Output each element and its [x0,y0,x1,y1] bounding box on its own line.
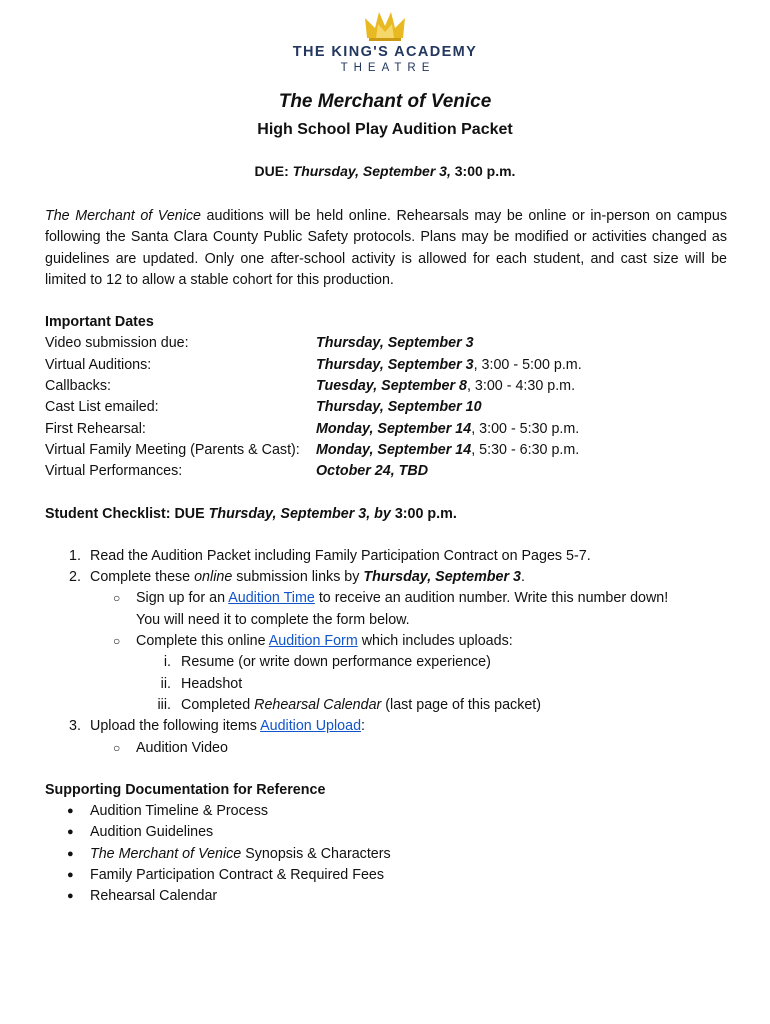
audition-form-link[interactable]: Audition Form [268,633,358,650]
intro-paragraph: The Merchant of Venice auditions will be held online. Rehearsals may be online or in-person on campus following the Santa Clara County Public Safety protocols. Plans may be modified or activities changed as guidelines are updated. Only one after-school activity is allowed for each student, and cast size will be limited to 12 to allow a stable cohort for this production. [45,208,727,288]
roman-list-item: i. Resume (or write down performance experience) [163,654,491,671]
support-heading: Supporting Documentation for Reference [45,781,326,798]
list-item: ● Rehearsal Calendar [45,886,727,907]
logo-name: THE KING'S ACADEMY [292,44,478,60]
list-item: 1. Read the Audition Packet including Family Participation Contract on Pages 5-7. [69,547,591,564]
roman-list-item: ii. Headshot [160,675,243,692]
date-row: Virtual Performances: October 24, TBD [45,463,429,480]
circle-bullet-icon: ○ [113,634,121,649]
checklist [45,546,727,759]
logo-subtitle: THEATRE [340,62,436,74]
checklist-heading: Student Checklist: DUE Thursday, September 3, by 3:00 p.m. [45,505,457,522]
list-item: ● Family Participation Contract & Required Fees [45,865,727,886]
sub-list-continuation: You will need it to complete the form below. [136,611,410,628]
circle-bullet-icon: ○ [113,591,121,606]
bullet-icon: ● [67,847,74,860]
bullet-icon: ● [67,890,74,903]
roman-list-item: iii. Completed Rehearsal Calendar (last page of this packet) [157,696,542,713]
bullet-icon: ● [67,805,74,818]
date-row: Video submission due: Thursday, September 3 [45,335,474,352]
list-item: ● The Merchant of Venice Synopsis & Characters [45,844,727,865]
list-item: ● Audition Timeline & Process [45,801,727,822]
bullet-icon: ● [67,869,74,882]
crown-icon [363,8,407,42]
date-row: Virtual Family Meeting (Parents & Cast): Monday, September 14, 5:30 - 6:30 p.m. [45,441,580,458]
important-dates-heading: Important Dates [45,314,154,331]
circle-bullet-icon: ○ [113,740,121,755]
page-title: The Merchant of Venice [278,91,492,112]
sub-list-item: ○ Audition Video [45,738,727,759]
support-list [45,801,727,907]
date-row: Cast List emailed: Thursday, September 10 [45,399,482,416]
sub-list-item: ○ Complete this online Audition Form which includes uploads: [45,631,727,652]
list-item: 3. Upload the following items Audition Upload: [69,718,366,735]
sub-list-item: ○ Sign up for an Audition Time to receive an audition number. Write this number down! [45,588,727,609]
date-row: Virtual Auditions: Thursday, September 3, 3:00 - 5:00 p.m. [45,356,582,373]
due-date-line: DUE: Thursday, September 3, 3:00 p.m. [254,163,516,179]
important-dates [45,312,727,482]
date-row: First Rehearsal: Monday, September 14, 3:00 - 5:30 p.m. [45,420,580,437]
audition-upload-link[interactable]: Audition Upload [260,718,362,735]
date-row: Callbacks: Tuesday, September 8, 3:00 - 4:30 p.m. [45,378,576,395]
audition-time-link[interactable]: Audition Time [228,590,315,607]
academy-logo [0,8,770,74]
list-item: 2. Complete these online submission links by Thursday, September 3. [69,569,525,586]
list-item: ● Audition Guidelines [45,822,727,843]
page-subtitle: High School Play Audition Packet [257,121,513,138]
bullet-icon: ● [67,826,74,839]
